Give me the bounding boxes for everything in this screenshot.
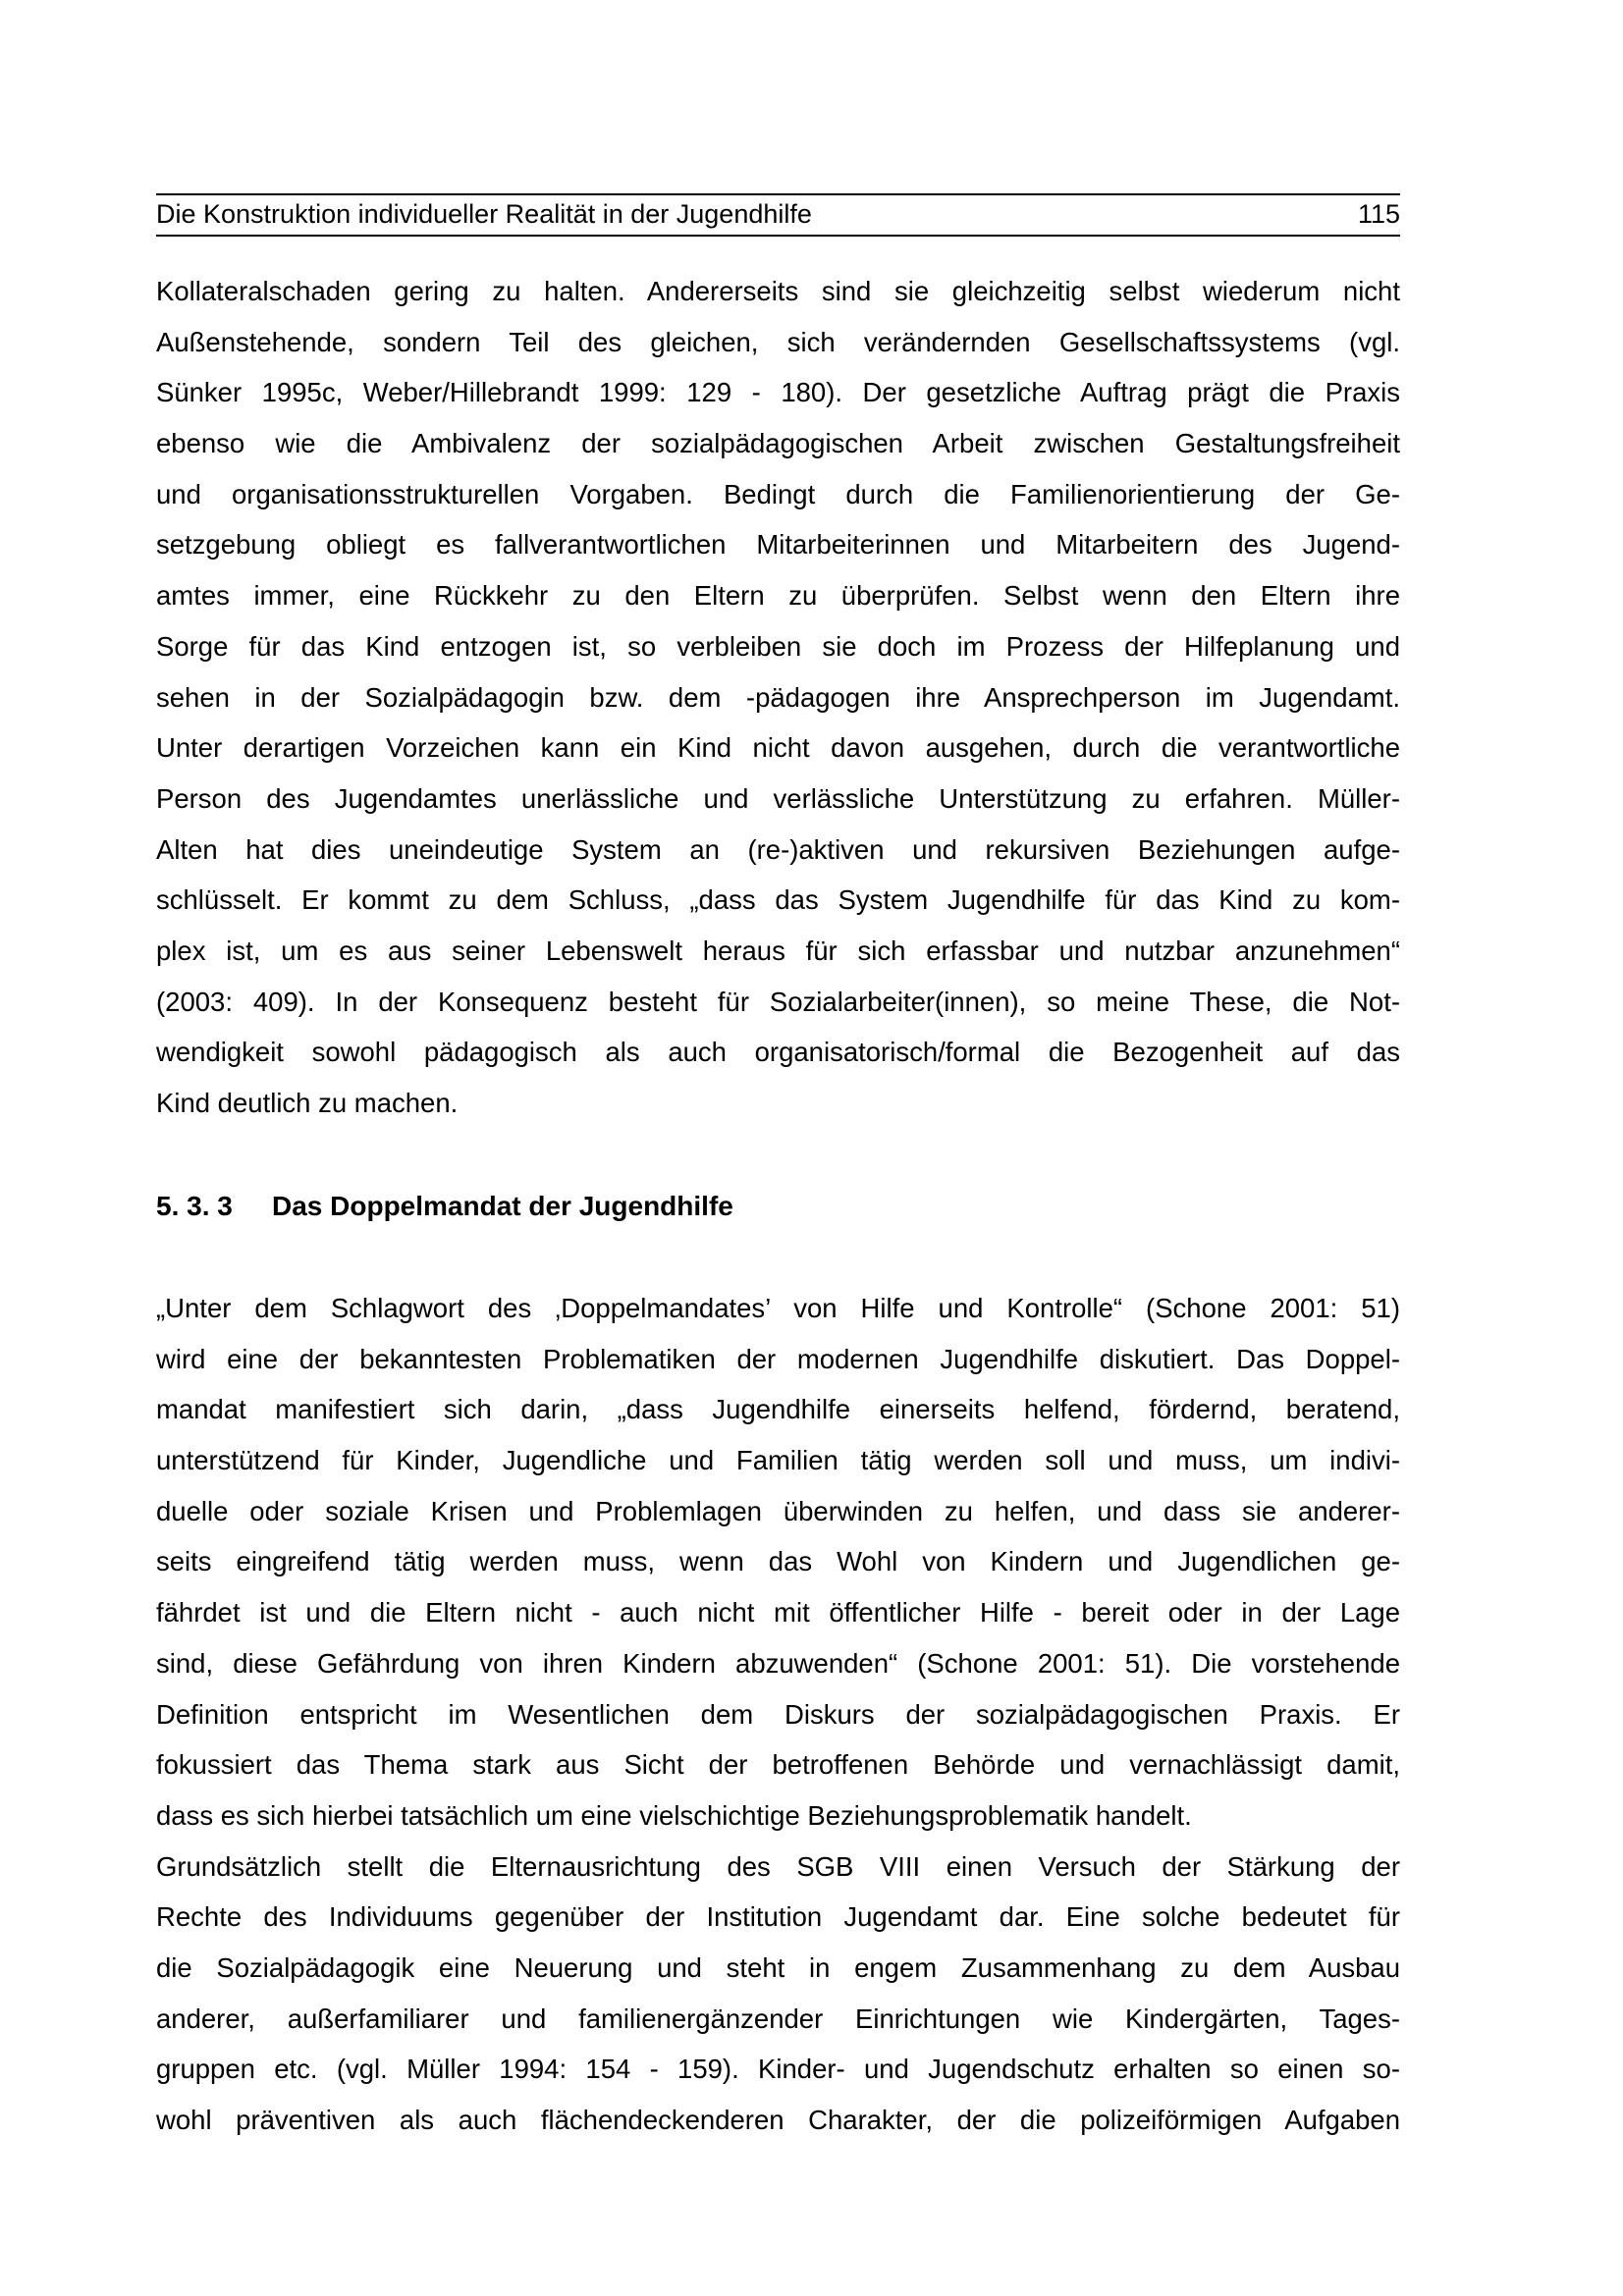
text-line: unterstützend für Kinder, Jugendliche und Familien tätig werden soll und muss, um indivi- bbox=[156, 1445, 1400, 1476]
page-number: 115 bbox=[1357, 199, 1400, 229]
text-line: Außenstehende, sondern Teil des gleichen, sich verändernden Gesellschaftssystems (vgl. bbox=[156, 326, 1400, 357]
text-line: dass es sich hierbei tatsächlich um eine vielschichtige Beziehungsproblematik handelt. bbox=[156, 1799, 1192, 1831]
section-heading bbox=[156, 1185, 733, 1228]
text-line: seits eingreifend tätig werden muss, wenn das Wohl von Kindern und Jugendlichen ge- bbox=[156, 1546, 1400, 1577]
text-line: „Unter dem Schlagwort des ‚Doppelmandates’ von Hilfe und Kontrolle“ (Schone 2001: 51) bbox=[156, 1293, 1400, 1323]
text-line: Definition entspricht im Wesentlichen dem Diskurs der sozialpädagogischen Praxis. Er bbox=[156, 1698, 1400, 1730]
text-line: schlüsselt. Er kommt zu dem Schluss, „dass das System Jugendhilfe für das Kind zu kom- bbox=[156, 884, 1400, 916]
paragraph-2 bbox=[156, 1283, 1400, 1842]
text-line: die Sozialpädagogik eine Neuerung und steht in engem Zusammenhang zu dem Ausbau bbox=[156, 1952, 1400, 1984]
text-line: anderer, außerfamiliarer und familienergänzender Einrichtungen wie Kindergärten, Tages- bbox=[156, 2002, 1400, 2034]
text-line: Person des Jugendamtes unerlässliche und verlässliche Unterstützung zu erfahren. Müller- bbox=[156, 782, 1400, 814]
text-line: mandat manifestiert sich darin, „dass Jugendhilfe einerseits helfend, fördernd, beratend, bbox=[156, 1394, 1400, 1425]
text-line: amtes immer, eine Rückkehr zu den Eltern zu überprüfen. Selbst wenn den Eltern ihre bbox=[156, 580, 1400, 612]
text-line: gruppen etc. (vgl. Müller 1994: 154 - 159). Kinder- und Jugendschutz erhalten so einen so- bbox=[156, 2054, 1400, 2085]
text-line: sehen in der Sozialpädagogin bzw. dem -pädagogen ihre Ansprechperson im Jugendamt. bbox=[156, 681, 1400, 713]
section-title: Das Doppelmandat der Jugendhilfe bbox=[272, 1191, 733, 1221]
text-line: sind, diese Gefährdung von ihren Kindern abzuwenden“ (Schone 2001: 51). Die vorstehende bbox=[156, 1647, 1400, 1679]
text-line: Grundsätzlich stellt die Elternausrichtung des SGB VIII einen Versuch der Stärkung der bbox=[156, 1850, 1400, 1882]
text-line: (2003: 409). In der Konsequenz besteht für Sozialarbeiter(innen), so meine These, die Not- bbox=[156, 986, 1400, 1017]
text-line: wendigkeit sowohl pädagogisch als auch organisatorisch/formal die Bezogenheit auf das bbox=[156, 1037, 1400, 1068]
text-line: wird eine der bekanntesten Problematiken der modernen Jugendhilfe diskutiert. Das Doppel- bbox=[156, 1343, 1400, 1374]
text-line: Rechte des Individuums gegenüber der Institution Jugendamt dar. Eine solche bedeutet für bbox=[156, 1901, 1400, 1933]
paragraph-1 bbox=[156, 266, 1400, 1129]
running-header bbox=[156, 193, 1400, 237]
text-line: fokussiert das Thema stark aus Sicht der betroffenen Behörde und vernachlässigt damit, bbox=[156, 1749, 1400, 1781]
text-line: Kollateralschaden gering zu halten. Andererseits sind sie gleichzeitig selbst wiederum nicht bbox=[156, 276, 1400, 306]
text-line: plex ist, um es aus seiner Lebenswelt heraus für sich erfassbar und nutzbar anzunehmen“ bbox=[156, 934, 1400, 966]
text-line: duelle oder soziale Krisen und Problemlagen überwinden zu helfen, und dass sie anderer- bbox=[156, 1495, 1400, 1526]
text-line: Unter derartigen Vorzeichen kann ein Kind nicht davon ausgehen, durch die verantwortliche bbox=[156, 732, 1400, 764]
text-line: wohl präventiven als auch flächendeckenderen Charakter, der die polizeiförmigen Aufgaben bbox=[156, 2105, 1400, 2136]
header-title: Die Konstruktion individueller Realität in der Jugendhilfe bbox=[156, 199, 812, 229]
text-line: ebenso wie die Ambivalenz der sozialpädagogischen Arbeit zwischen Gestaltungsfreiheit bbox=[156, 428, 1400, 459]
text-line: Sünker 1995c, Weber/Hillebrandt 1999: 129 - 180). Der gesetzliche Auftrag prägt die Praxis bbox=[156, 377, 1400, 408]
paragraph-3 bbox=[156, 1842, 1400, 2146]
section-number: 5. 3. 3 bbox=[156, 1191, 233, 1221]
text-line: und organisationsstrukturellen Vorgaben. Bedingt durch die Familienorientierung der Ge- bbox=[156, 478, 1400, 509]
text-line: Sorge für das Kind entzogen ist, so verbleiben sie doch im Prozess der Hilfeplanung und bbox=[156, 630, 1400, 662]
text-line: fährdet ist und die Eltern nicht - auch nicht mit öffentlicher Hilfe - bereit oder in der Lage bbox=[156, 1597, 1400, 1629]
text-line: Alten hat dies uneindeutige System an (re-)aktiven und rekursiven Beziehungen aufge- bbox=[156, 833, 1400, 865]
text-line: setzgebung obliegt es fallverantwortlichen Mitarbeiterinnen und Mitarbeitern des Jugend- bbox=[156, 529, 1400, 561]
text-line: Kind deutlich zu machen. bbox=[156, 1088, 459, 1118]
